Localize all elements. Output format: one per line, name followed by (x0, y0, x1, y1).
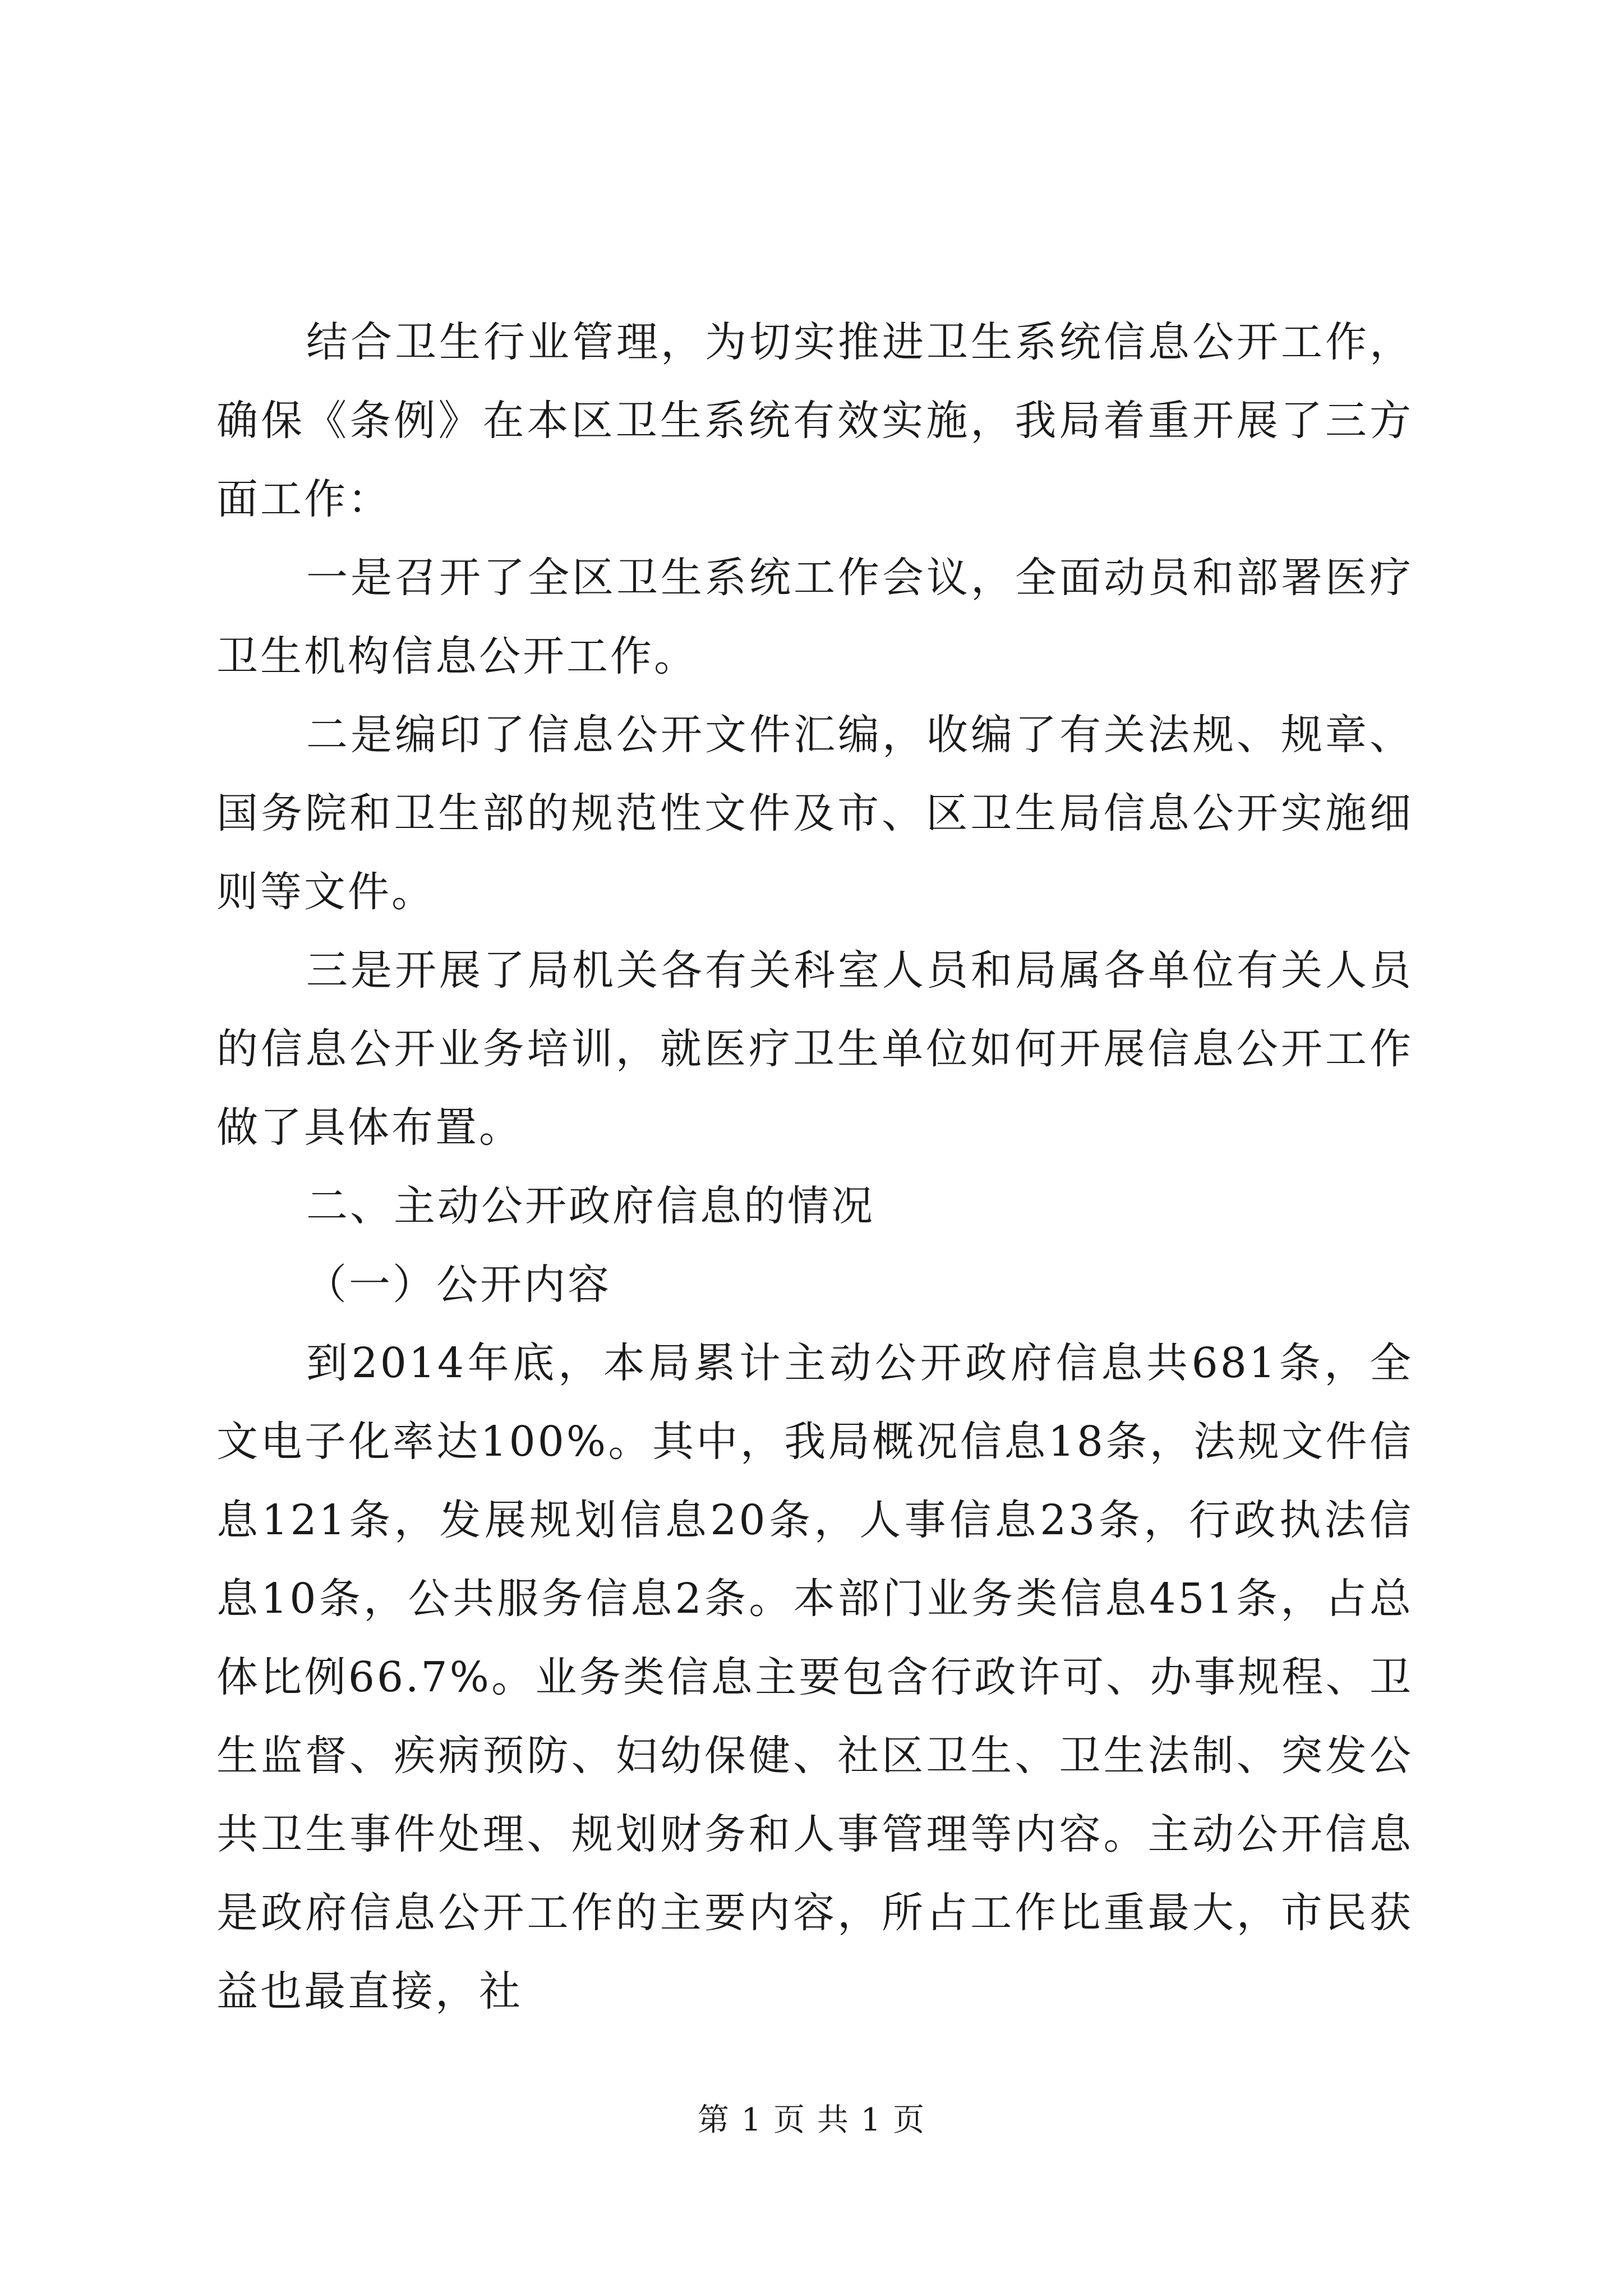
paragraph-intro: 结合卫生行业管理，为切实推进卫生系统信息公开工作，确保《条例》在本区卫生系统有效实施，我局着重开展了三方面工作： (216, 318, 1413, 523)
paragraph-item-two: 二是编印了信息公开文件汇编，收编了有关法规、规章、国务院和卫生部的规范性文件及市、区卫生局信息公开实施细则等文件。 (216, 711, 1413, 916)
subsection-heading: （一）公开内容 (305, 1260, 611, 1309)
paragraph-content-stats: 到2014年底，本局累计主动公开政府信息共681条，全文电子化率达100%。其中，我局概况信息18条，法规文件信息121条，发展规划信息20条，人事信息23条，行政执法信息10条，公共服务信息2条。本部门业务类信息451条，占总体比例66.7%。业务类信息主要包含行政许可、办事规程、卫生监督、疾病预防、妇幼保健、社区卫生、卫生法制、突发公共卫生事件处理、规划财务和人事管理等内容。主动公开信息是政府信息公开工作的主要内容，所占工作比重最大，市民获益也最直接，社 (216, 1339, 1413, 2016)
document-body (216, 303, 1413, 2031)
paragraph-item-one: 一是召开了全区卫生系统工作会议，全面动员和部署医疗卫生机构信息公开工作。 (216, 554, 1413, 680)
page-footer: 第 1 页 共 1 页 (697, 2102, 926, 2138)
section-heading: 二、主动公开政府信息的情况 (306, 1182, 875, 1230)
paragraph-item-three: 三是开展了局机关各有关科室人员和局属各单位有关人员的信息公开业务培训，就医疗卫生单位如何开展信息公开工作做了具体布置。 (216, 946, 1413, 1152)
